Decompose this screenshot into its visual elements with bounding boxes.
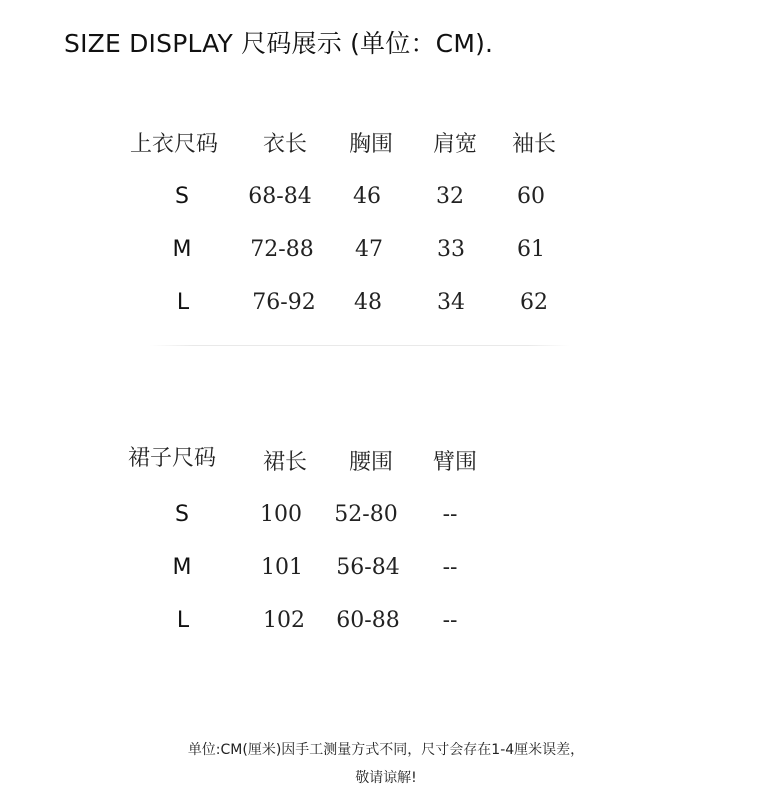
sleeve-value: 60 xyxy=(517,184,545,209)
length-value: 68-84 xyxy=(248,184,312,209)
header-waist: 腰围 xyxy=(348,450,394,475)
header-sleeve: 袖长 xyxy=(511,132,557,157)
header-shoulder: 肩宽 xyxy=(432,132,478,157)
size-label: L xyxy=(176,608,190,633)
skirt-length-value: 102 xyxy=(263,608,305,633)
shoulder-value: 34 xyxy=(437,290,465,315)
sleeve-value: 62 xyxy=(520,290,548,315)
size-label: L xyxy=(176,290,190,315)
header-skirt-size: 裙子尺码 xyxy=(127,446,217,471)
waist-value: 56-84 xyxy=(336,555,400,580)
size-label: S xyxy=(175,184,189,209)
size-label: S xyxy=(175,502,189,527)
note-line-1: 单位:CM(厘米)因手工测量方式不同，尺寸会存在1-4厘米误差， xyxy=(187,742,585,758)
chest-value: 46 xyxy=(353,184,381,209)
shoulder-value: 32 xyxy=(436,184,464,209)
size-label: M xyxy=(172,555,192,580)
waist-value: 52-80 xyxy=(334,502,398,527)
page-title: SIZE DISPLAY 尺码展示 (单位：CM). xyxy=(64,29,494,58)
size-label: M xyxy=(172,237,192,262)
header-chest: 胸围 xyxy=(348,132,394,157)
divider xyxy=(150,345,570,346)
sleeve-value: 61 xyxy=(517,237,545,262)
arm-value: -- xyxy=(442,555,458,580)
chest-value: 47 xyxy=(355,237,383,262)
skirt-length-value: 101 xyxy=(261,555,303,580)
header-arm: 臂围 xyxy=(432,450,478,475)
header-length: 衣长 xyxy=(262,132,308,157)
note-line-2: 敬请谅解! xyxy=(355,770,417,786)
length-value: 76-92 xyxy=(252,290,316,315)
header-skirt-length: 裙长 xyxy=(262,450,308,475)
arm-value: -- xyxy=(442,608,458,633)
skirt-length-value: 100 xyxy=(260,502,302,527)
shoulder-value: 33 xyxy=(437,237,465,262)
chest-value: 48 xyxy=(354,290,382,315)
arm-value: -- xyxy=(442,502,458,527)
header-top-size: 上衣尺码 xyxy=(129,132,219,157)
waist-value: 60-88 xyxy=(336,608,400,633)
length-value: 72-88 xyxy=(250,237,314,262)
